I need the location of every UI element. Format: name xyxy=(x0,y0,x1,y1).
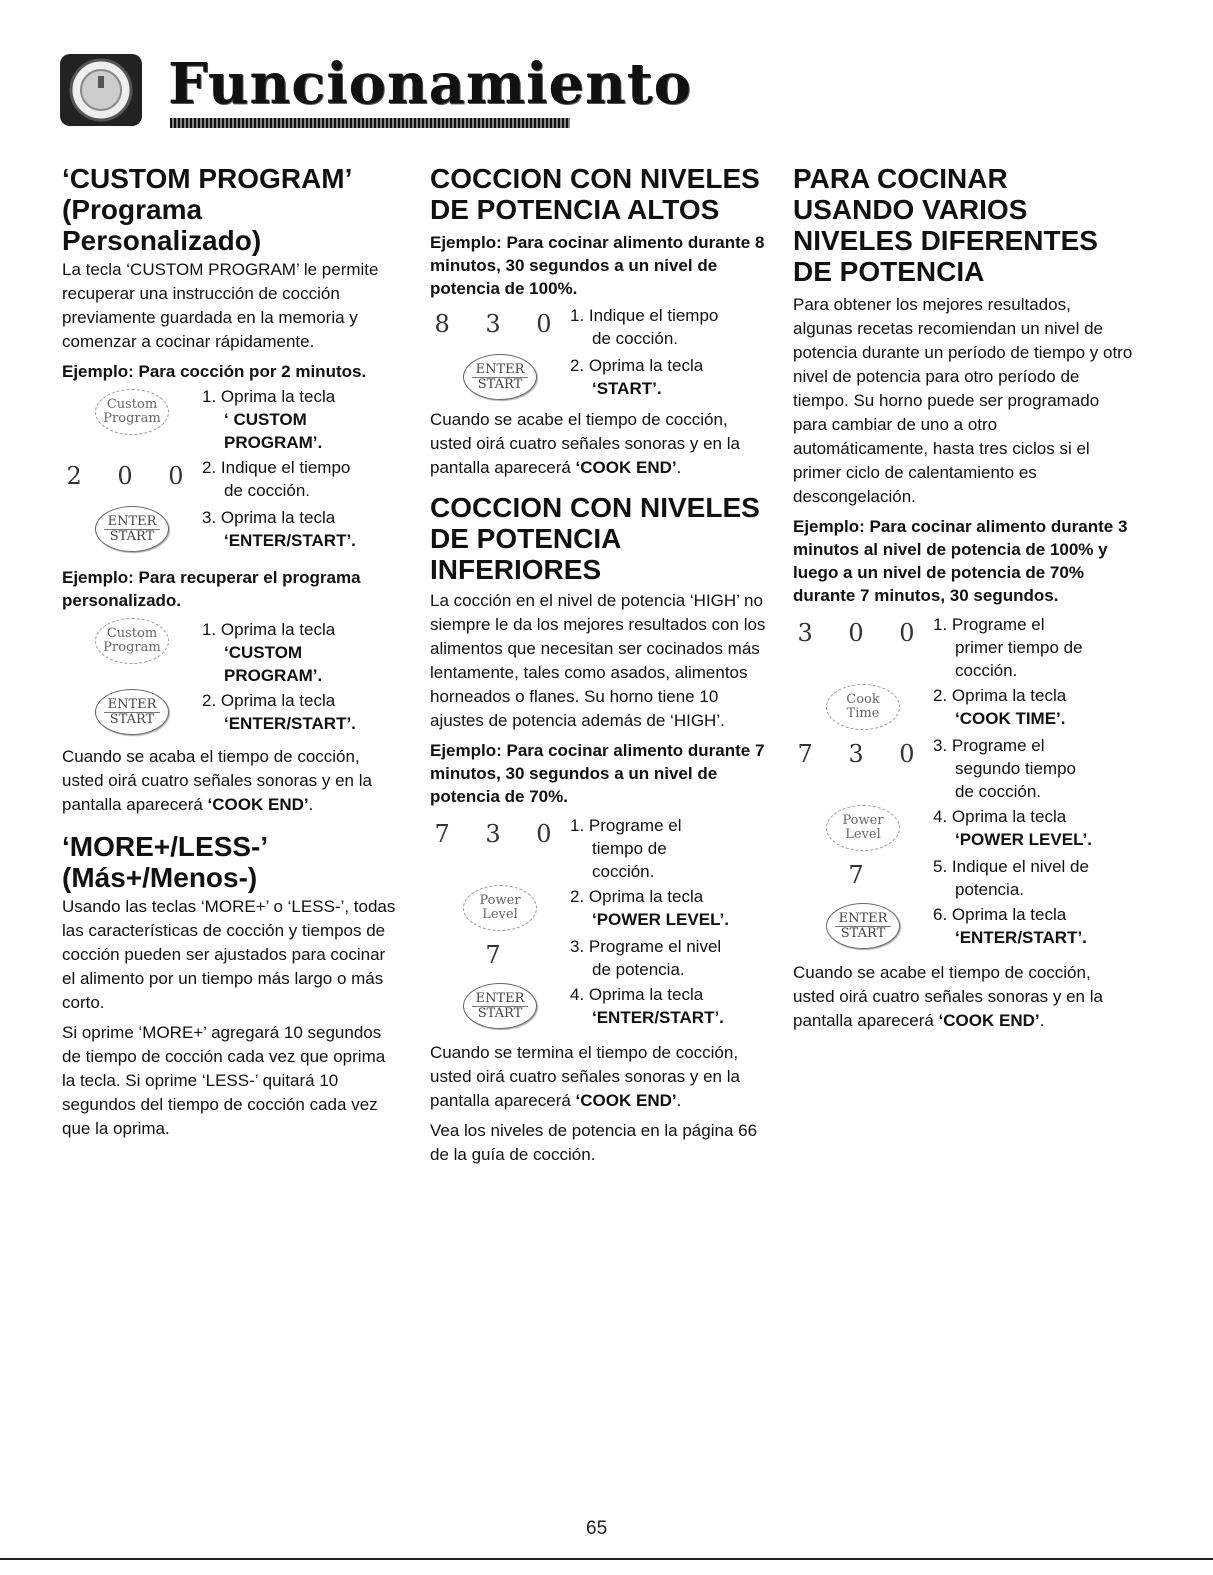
step-text: 2. Oprima la tecla ‘POWER LEVEL’. xyxy=(570,887,729,929)
cook-end-note: Cuando se acaba el tiempo de cocción, usted oirá cuatro señales sonoras y en la pantalla aparecerá ‘COOK END’. xyxy=(62,747,372,814)
column-multi-power xyxy=(793,163,1133,1033)
title-rule xyxy=(170,118,570,128)
heading-more-less-sub: (Más+/Menos-) xyxy=(62,862,258,893)
step-row xyxy=(430,304,770,350)
step-text: 4. Oprima la tecla ‘POWER LEVEL’. xyxy=(933,807,1092,849)
heading-more-less: ‘MORE+/LESS-’ xyxy=(62,831,269,862)
display-digits: 2 0 0 xyxy=(66,462,198,490)
step-text: 4. Oprima la tecla ‘ENTER/START’. xyxy=(570,985,724,1027)
step-text: 3. Programe el nivel de potencia. xyxy=(570,937,722,979)
step-row xyxy=(430,983,770,1029)
cook-end-note: Cuando se termina el tiempo de cocción, usted oirá cuatro señales sonoras y en la pantalla aparecerá ‘COOK END’. xyxy=(430,1043,740,1110)
step-row xyxy=(430,935,770,981)
enter-start-key: ENTER START xyxy=(463,983,537,1029)
step-text: 2. Oprima la tecla ‘ENTER/START’. xyxy=(202,691,356,733)
step-row xyxy=(430,885,770,931)
step-text: 6. Oprima la tecla ‘ENTER/START’. xyxy=(933,905,1087,947)
cook-end-note: Cuando se acabe el tiempo de cocción, usted oirá cuatro señales sonoras y en la pantalla aparecerá ‘COOK END’. xyxy=(430,410,740,477)
step-row xyxy=(62,689,402,735)
column-custom-program xyxy=(62,163,402,1141)
more-less-detail: Si oprime ‘MORE+’ agregará 10 segundos de tiempo de cocción cada vez que oprima la tecla. Si oprime ‘LESS-’ quitará 10 segundos del tiempo de cocción cada vez que la oprima. xyxy=(62,1023,386,1138)
custom-program-intro: La tecla ‘CUSTOM PROGRAM’ le permite recuperar una instrucción de cocción previamente guardada en la memoria y comenzar a cocinar rápidamente. xyxy=(62,260,379,351)
page-number: 65 xyxy=(586,1518,608,1539)
bottom-rule xyxy=(0,1558,1213,1560)
display-digits: 8 3 0 xyxy=(434,310,566,338)
step-row xyxy=(62,618,402,687)
enter-start-key: ENTER START xyxy=(826,903,900,949)
step-row xyxy=(62,385,402,454)
display-digits: 7 xyxy=(485,941,515,969)
column-high-power xyxy=(430,163,770,1167)
step-row xyxy=(430,354,770,400)
more-less-intro: Usando las teclas ‘MORE+’ o ‘LESS-’, todas las características de cocción y tiempos de cocción pueden ser ajustados para cocinar el alimento por un tiempo más largo o más corto. xyxy=(62,897,396,1012)
microwave-dial-icon xyxy=(58,52,144,128)
step-text: 1. Programe el primer tiempo de cocción. xyxy=(933,615,1083,680)
page-header xyxy=(58,50,693,132)
step-row xyxy=(62,456,402,502)
step-text: 3. Oprima la tecla ‘ENTER/START’. xyxy=(202,508,356,550)
page-title: Funcionamiento xyxy=(168,51,693,117)
heading-high-power: COCCION CON NIVELES DE POTENCIA ALTOS xyxy=(430,163,760,225)
step-text: 2. Indique el tiempo de cocción. xyxy=(202,458,351,500)
step-row xyxy=(793,684,1133,730)
step-text: 1. Oprima la tecla ‘ CUSTOM PROGRAM’. xyxy=(202,387,336,452)
enter-start-key: ENTER START xyxy=(95,689,169,735)
cook-time-key: Cook Time xyxy=(826,684,900,730)
heading-low-power: COCCION CON NIVELES DE POTENCIA INFERIORES xyxy=(430,492,760,585)
multi-power-intro: Para obtener los mejores resultados, algunas recetas recomiendan un nivel de potencia durante un período de tiempo y otro nivel de potencia para otro período de tiempo. Su horno puede ser programado para cambiar de uno a otro automáticamente, hasta tres ciclos si el primer ciclo de calentamiento es descongelación. xyxy=(793,295,1133,506)
example-low-power: Ejemplo: Para cocinar alimento durante 7 minutos, 30 segundos a un nivel de potencia de 70%. xyxy=(430,741,765,806)
step-text: 3. Programe el segundo tiempo de cocción. xyxy=(933,736,1076,801)
power-levels-reference: Vea los niveles de potencia en la página 66 de la guía de cocción. xyxy=(430,1121,758,1164)
power-level-key: Power Level xyxy=(463,885,537,931)
step-row xyxy=(793,805,1133,851)
step-row xyxy=(430,814,770,883)
step-row xyxy=(793,734,1133,803)
example-recall: Ejemplo: Para recuperar el programa personalizado. xyxy=(62,568,361,610)
step-text: 5. Indique el nivel de potencia. xyxy=(933,857,1089,899)
step-text: 1. Oprima la tecla ‘CUSTOM PROGRAM’. xyxy=(202,620,336,685)
display-digits: 3 0 0 xyxy=(797,619,929,647)
enter-start-key: ENTER START xyxy=(95,506,169,552)
custom-program-key: Custom Program xyxy=(95,618,169,664)
low-power-intro: La cocción en el nivel de potencia ‘HIGH’ no siempre le da los mejores resultados con los alimentos que necesitan ser cocinados más lentamente, tales como asados, alimentos horneados o flanes. Su horno tiene 10 ajustes de potencia además de ‘HIGH’. xyxy=(430,591,766,730)
display-digits: 7 3 0 xyxy=(434,820,566,848)
step-row xyxy=(793,855,1133,901)
step-row xyxy=(62,506,402,552)
heading-custom-program: ‘CUSTOM PROGRAM’ xyxy=(62,163,353,194)
cook-end-note: Cuando se acabe el tiempo de cocción, usted oirá cuatro señales sonoras y en la pantalla aparecerá ‘COOK END’. xyxy=(793,963,1103,1030)
step-row xyxy=(793,613,1133,682)
display-digits: 7 3 0 xyxy=(797,740,929,768)
display-digits: 7 xyxy=(848,861,878,889)
example-high-power: Ejemplo: Para cocinar alimento durante 8 minutos, 30 segundos a un nivel de potencia de 100%. xyxy=(430,233,765,298)
example-multi-power: Ejemplo: Para cocinar alimento durante 3 minutos al nivel de potencia de 100% y luego a un nivel de potencia de 70% durante 7 minutos, 30 segundos. xyxy=(793,517,1128,605)
start-key: ENTER START xyxy=(463,354,537,400)
power-level-key: Power Level xyxy=(826,805,900,851)
heading-multi-power: PARA COCINAR USANDO VARIOS NIVELES DIFERENTES DE POTENCIA xyxy=(793,163,1098,287)
step-text: 2. Oprima la tecla ‘COOK TIME’. xyxy=(933,686,1067,728)
step-row xyxy=(793,903,1133,949)
step-text: 1. Programe el tiempo de cocción. xyxy=(570,816,682,881)
step-text: 1. Indique el tiempo de cocción. xyxy=(570,306,719,348)
custom-program-key: Custom Program xyxy=(95,389,169,435)
heading-custom-program-sub: (Programa Personalizado) xyxy=(62,194,262,256)
step-text: 2. Oprima la tecla ‘START’. xyxy=(570,356,704,398)
example-two-minutes: Ejemplo: Para cocción por 2 minutos. xyxy=(62,362,367,381)
